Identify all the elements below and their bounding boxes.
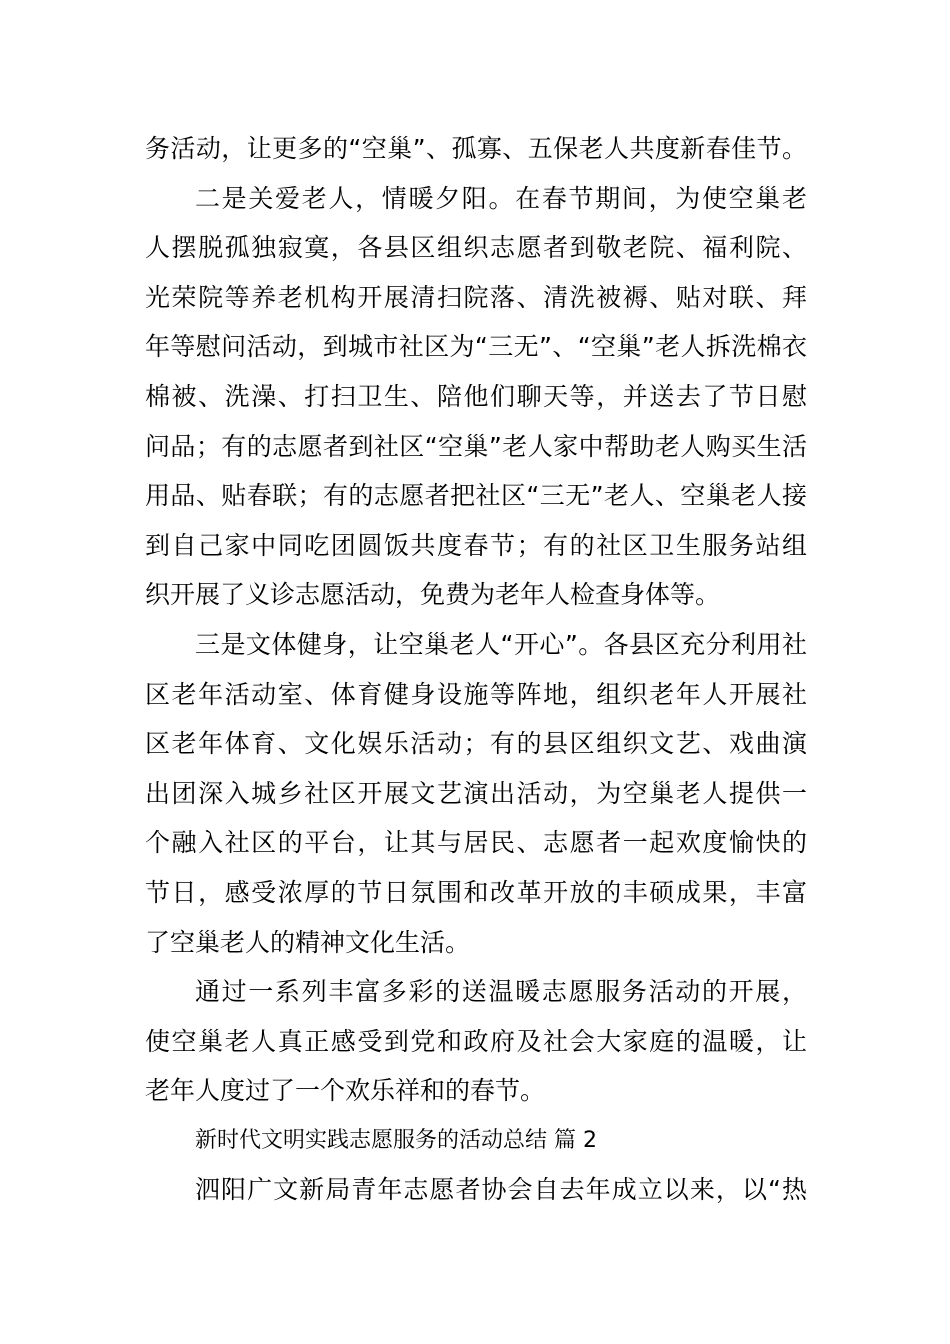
paragraph-first-line: 泗阳广文新局青年志愿者协会自去年成立以来，以“热 <box>195 1175 807 1205</box>
text-line: 使空巢老人真正感受到党和政府及社会大家庭的温暖，让 <box>145 1026 807 1056</box>
text-line: 节日，感受浓厚的节日氛围和改革开放的丰硕成果，丰富 <box>145 877 807 907</box>
body-text <box>145 124 807 1215</box>
paragraph-last-line: 了空巢老人的精神文化生活。 <box>145 927 471 957</box>
text-line: 到自己家中同吃团圆饭共度春节；有的社区卫生服务站组 <box>145 530 807 560</box>
paragraph-first-line: 三是文体健身，让空巢老人“开心”。各县区充分利用社 <box>195 629 807 659</box>
text-line: 区老年体育、文化娱乐活动；有的县区组织文艺、戏曲演 <box>145 729 807 759</box>
paragraph-first-line: 通过一系列丰富多彩的送温暖志愿服务活动的开展， <box>195 977 807 1007</box>
paragraph-first-line: 二是关爱老人，情暖夕阳。在春节期间，为使空巢老 <box>195 183 807 213</box>
text-line: 年等慰问活动，到城市社区为“三无”、“空巢”老人拆洗棉衣 <box>145 332 807 362</box>
text-line: 区老年活动室、体育健身设施等阵地，组织老年人开展社 <box>145 679 807 709</box>
text-line: 个融入社区的平台，让其与居民、志愿者一起欢度愉快的 <box>145 828 807 858</box>
text-line: 出团深入城乡社区开展文艺演出活动，为空巢老人提供一 <box>145 778 807 808</box>
section-heading: 新时代文明实践志愿服务的活动总结 篇 2 <box>195 1127 597 1153</box>
text-line: 务活动，让更多的“空巢”、孤寡、五保老人共度新春佳节。 <box>145 134 807 163</box>
text-line: 人摆脱孤独寂寞，各县区组织志愿者到敬老院、福利院、 <box>145 233 807 263</box>
paragraph-last-line: 老年人度过了一个欢乐祥和的春节。 <box>145 1076 546 1106</box>
text-line: 用品、贴春联；有的志愿者把社区“三无”老人、空巢老人接 <box>145 481 807 511</box>
text-line: 光荣院等养老机构开展清扫院落、清洗被褥、贴对联、拜 <box>145 282 807 312</box>
text-line: 问品；有的志愿者到社区“空巢”老人家中帮助老人购买生活 <box>145 431 807 461</box>
paragraph-last-line: 织开展了义诊志愿活动，免费为老年人检查身体等。 <box>145 580 721 610</box>
text-line: 棉被、洗澡、打扫卫生、陪他们聊天等，并送去了节日慰 <box>145 381 807 411</box>
